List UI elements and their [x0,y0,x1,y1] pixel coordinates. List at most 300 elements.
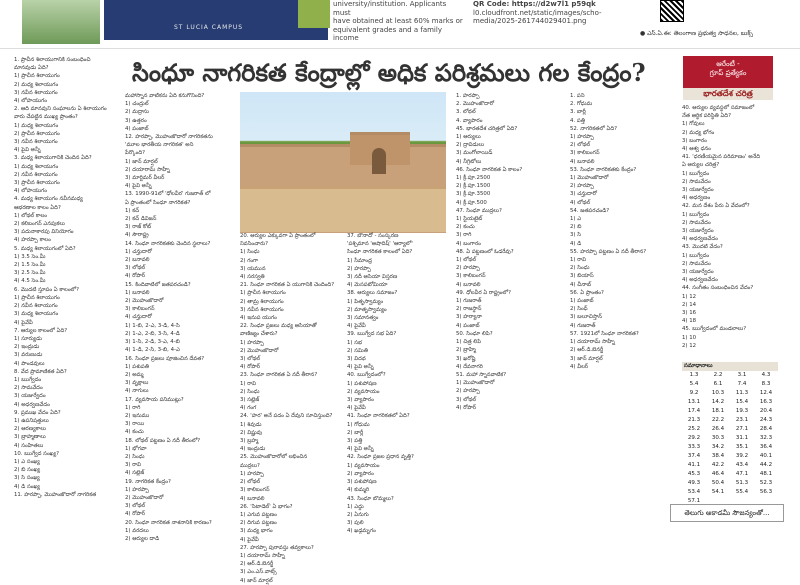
question-line: 2) అమ్మ [125,371,144,378]
question-line: 3) జాన్ మార్షల్ [570,355,603,362]
question-line: 51. మహా స్నానవాటిక? [456,371,507,378]
question-line: 2) దయారామ్ సాహ్నీ [125,166,170,173]
answer-cell: 18.1 [711,408,725,414]
question-line: 9. ప్రముఖ వేదం ఏది? [14,409,61,416]
question-line: 5. మధ్య శిలాయుగంలో ఏది? [14,245,76,252]
question-line: 2) బార్లీ [347,429,364,436]
answers-row [682,407,778,416]
question-line: 26. 'సిటాడెల్' ఏ భాగం? [240,503,293,510]
question-line: 2) నవీన శిలాయుగం [14,171,58,178]
question-line: 2) హరప్పా [570,183,594,190]
answer-cell: 25.2 [687,426,701,432]
question-line: 3) క్రీ.పూ.3500 [456,191,491,198]
question-line: మహాస్నాన వాటికను ఏది కనుగొనింది? [125,93,205,99]
question-line: 1) హరప్పా [240,470,264,477]
question-line: వాణిజ్యం చేశారు? [240,331,278,338]
question-line: 1) సభ [347,339,363,346]
answer-cell: 30.3 [711,435,725,441]
question-line: 4) ఖడ్గమృగం [347,528,376,535]
question-line: 4) లోహయుగం [14,98,48,105]
series-label-line: గ్రూప్ ప్రత్యేకం [709,69,747,77]
question-line: 4. పత్తి [570,117,585,124]
answer-cell: 6.1 [713,381,723,387]
question-line: 3) వ్యాపారం [347,397,374,404]
question-line: 54. జతపరచండి? [570,207,610,214]
question-line: 1) గుజరాత్ [456,298,482,305]
question-line: 2) మధ్య భోగం [682,129,715,136]
question-line: 1) 10 [682,334,697,341]
answer-cell: 40.1 [759,453,773,459]
question-line: 3) కాలిబంగన్ [240,487,270,494]
question-line: 22. సింధూ ప్రజలు మధ్య ఆసియాతో [240,323,317,330]
question-line: 3) యమున [240,265,266,272]
banner-photo [22,0,100,44]
answer-cell: 38.4 [711,453,725,459]
question-line: 1) పితృస్వామ్యం [347,298,384,305]
question-line: 4) పైవి అన్నీ [125,183,152,190]
question-line: 4) రోపార్ [125,511,146,518]
question-line: 40. ఋగ్వేదంలో? [347,372,386,379]
question-line: 2) రాజస్థాన్ [456,306,482,313]
question-line: 'మూల భారతీయ నాగరికత' అని [125,142,194,149]
question-line: 2) కలిబంగన్ ఎనపుకలు [14,221,65,228]
question-column-7 [682,104,782,360]
question-line: 2) ప్రాచీన శిలాయుగం [14,130,60,137]
question-line: 3) సట్లెజ్ [240,397,260,404]
question-line: 1) హరప్పా [125,486,149,493]
question-line: 1) ఎద్దు [347,503,364,510]
question-line: 2) గంగా [240,257,259,264]
answer-cell: 9.2 [689,390,699,396]
question-line: 1) క్రీ.పూ.2500 [456,175,491,182]
question-line: 4) సౌరాష్ట్ర [125,232,149,239]
question-line: 4) బనావలి [570,158,595,165]
answers-table [682,362,778,506]
question-line: 18. లోథల్ పట్టణం ఏ నదీ తీరంలో? [125,437,201,444]
question-line: 4) పైవి అన్నీ [347,364,374,371]
qr-code-url [473,0,653,26]
question-line: 3) రాగి [456,232,472,239]
question-line: 4) నాగులు [125,388,149,395]
question-line: 4) పైవేవీ [240,536,259,543]
question-line: 2) కంచు [456,224,475,231]
question-line: 48. ఏ పట్టణంలో ఓడరేవు? [456,248,514,255]
answer-cell: 10.3 [711,390,725,396]
answer-cell: 15.4 [735,399,749,405]
question-line: 4) మెసపటోమియా [347,282,388,289]
answer-cell: 46.4 [711,471,725,477]
question-line: 3. బార్లీ [570,109,586,116]
question-line: 1) స్టియటైట్ [456,216,483,223]
question-line: 2) 14 [682,301,697,308]
answer-cell: 4.3 [761,372,771,378]
answer-cell: 37.4 [687,453,701,459]
question-line: 2) వ్యాపారం [347,470,374,477]
question-line: 1) వరదలు [125,527,149,534]
question-line: 3) నదీ ఆసియా విస్తరణ [347,274,398,281]
question-line: 1) దయారామ్ సాహ్నీ [570,339,615,346]
top-banner [0,0,800,50]
answer-cell: 29.2 [687,435,701,441]
campus-banner [104,0,328,40]
question-line: 4) లోహయుగం [14,188,48,195]
question-line: 3) మధ్య భాగం [240,528,273,535]
ruins-ground [240,187,446,232]
question-line: 42. సింధూ ప్రజల ప్రధాన వృత్తి? [347,454,414,461]
question-line: 2) హరప్పా [456,388,480,395]
answer-cell: 14.2 [711,399,725,405]
question-line: 4) 1-డి, 2-సి, 3-బి, 4-ఎ [125,347,180,354]
question-line: సింధూ నాగరికత కాలంలో ఏది? [347,249,413,256]
question-line: 1) రాగి [125,404,141,411]
question-line: ముద్రలు? [240,462,260,469]
answer-cell: 56.3 [759,489,773,495]
question-line: 1) 3.5 సెం.మీ [14,253,46,260]
question-line: 17. వ్యవసాయ పనిముట్లు? [125,396,184,403]
question-line: 39. ఋగ్వేద సభ ఏది? [347,331,397,338]
question-line: 2) సింధు [125,453,145,460]
question-line: 4) సరస్వతి [240,274,265,281]
question-line: 1) ప్రాచీన శిలాయుగం [240,290,286,297]
question-line: 4) కంచు [125,429,144,436]
answer-cell: 17.4 [687,408,701,414]
answer-cell: 13.1 [687,399,701,405]
question-line: 2) తామ్ర శిలాయుగం [240,298,284,305]
question-line: 3) నవీన శిలాయుగం [14,89,58,96]
answer-cell: 11.3 [735,390,749,396]
question-line: 3) వరుణుడు [14,352,43,359]
question-line: 2) నవీన శిలాయుగం [14,303,58,310]
answer-cell: 54.1 [711,489,725,495]
question-line: 3) బంగారం [682,137,707,144]
question-line: 3) యజుర్వేదం [682,228,714,235]
answers-row [682,389,778,398]
answer-cell: 43.4 [735,462,749,468]
question-column-5 [456,92,566,546]
question-line: 1) చన్హుదారో [125,248,152,255]
question-line: 3) సి సంఖ్య [14,475,40,482]
question-line: 1) ఉపనిషత్తులు [14,417,49,424]
question-line: 2) వ్యవసాయం [347,388,380,395]
question-line: 4) ఇనుప యుగం [240,315,277,322]
question-line: 42. మన దేశం పేరు ఏ వేదంలో? [682,203,750,210]
question-column-3 [240,232,344,584]
question-line: 4) క్రీ.పూ.500 [456,199,487,206]
question-line: 2) సామవేదం [682,178,711,185]
answer-cell: 19.3 [735,408,749,414]
question-line: 2) బి సంఖ్య [14,467,41,474]
question-line: 3) లోథల్ [125,503,146,510]
question-line: 1) హరప్పా [570,134,594,141]
question-line: 3) వృక్షాలు [125,380,149,387]
answer-cell: 49.3 [687,480,701,486]
question-line: 4) పంజాబ్ [456,322,480,329]
question-line: 1) సూర్యుడు [14,335,42,342]
question-line: 4) కుమ్మరి [347,487,370,494]
question-line: 12. హరప్పా, మొహంజొదారో నాగరికతను [125,134,213,141]
answer-cell: 2.2 [713,372,723,378]
question-line: 3) లోథల్ [456,396,477,403]
question-line: 3) సి [570,232,582,239]
question-line: ఏ ప్రాంతంలో సింధూ నాగరికత? [125,199,191,206]
question-line: 4) పైవి అన్నీ [347,446,374,453]
question-line: 2) మొహంజొదారో [125,298,164,305]
question-line: 3) హర్యానా [456,314,482,321]
question-line: 2) సామవేదం [682,219,711,226]
answer-cell: 47.1 [735,471,749,477]
question-line: 4. మధ్య శిలాయుగం నవీనమధ్య [14,196,83,203]
question-line: 3) బలూచిస్తాన్ [570,314,602,321]
question-line: 4) బనావలి [456,281,481,288]
question-line: 1) చంద్రుల్ [125,101,149,108]
question-line: 3) పులి [347,520,364,527]
question-line: 3. లోథల్ [456,109,476,116]
question-line: 3) 1-సి, 2-డి, 3-ఎ, 4-బి [125,339,180,346]
question-line: 4) ఆశ్వ ధనం [682,146,711,153]
question-line: 2) లోథల్ [240,479,261,486]
answer-cell: 41.1 [687,462,701,468]
question-line: 4) డి [570,240,582,247]
qr-line: QR Code: https://d2w7l1 p59qk [473,0,596,8]
question-line: 1) రావి [240,380,256,387]
answer-cell: 26.4 [711,426,725,432]
page-title: సింధూ నాగరికత కేంద్రాల్లో అధిక పరిశ్రమలు గల కేంద్రం? [132,58,646,87]
answers-row [682,398,778,407]
question-line: 4) ఇంద్రుడు [240,446,266,453]
question-line: 3) లోథల్ [240,356,261,363]
answer-cell: 21.3 [687,417,701,423]
answer-cell: 44.2 [759,462,773,468]
question-line: 3) నవీన శిలాయుగం [14,139,58,146]
question-line: 3) యజుర్వేదం [682,269,714,276]
question-line: 6. మొదటి స్తూపం ఏ కాలంలో? [14,286,79,293]
question-line: 1) దయారామ్ సాహ్నీ [240,552,285,559]
answers-row [682,434,778,443]
question-line: 11. హరప్పా, మొహంజొదారో నాగరికత [14,491,97,498]
question-line: 1) 1-బి, 2-ఎ, 3-డి, 4-సి [125,322,180,329]
question-line: 4) పైవేవీ [14,319,33,326]
question-line: 4) పైవేవీ [347,405,366,412]
question-line: 2) 1.5 సెం.మీ [14,262,46,269]
answer-cell: 24.3 [759,417,773,423]
question-line: 8. వేద ప్రామాణికత ఏది? [14,368,67,375]
question-line: పేర్కొంది? [125,150,146,157]
question-line: 4) దేవనాగరి [456,363,483,370]
question-line: 3) సమానత్వం [347,315,379,322]
question-line: 3) కాలిబంగన్ [456,273,486,280]
question-line: 45. ఋగ్వేదంలో మండలాలు? [682,326,747,333]
question-line: 2) కచ్ డివిజన్ [125,216,157,223]
question-line: 3) ఎం.ఎస్.వాట్స్ [240,569,277,576]
answer-cell: 16.3 [759,399,773,405]
answers-row [682,461,778,470]
question-line: 2) ఆర్.డి.బెనర్జీ [570,347,604,354]
question-line: 40. ఆర్యుల వ్యవస్థలో సమాజంలో [682,105,755,111]
question-line: 1) చిత్ర లిపి [456,339,482,346]
question-line: 2) దిగువ పట్టణం [240,520,277,527]
question-line: 4) వీలర్ [570,363,589,370]
question-line: 20. సింధూ నాగరికత నాశనానికి కారణం? [125,519,212,526]
answer-cell: 34.2 [711,444,725,450]
question-line: 14. సింధూ నాగరికతకు చెందిన స్థలాలు? [125,240,211,247]
question-line: 52. నాగరికతలో ఏది? [570,125,617,132]
answer-cell: 23.1 [735,417,749,423]
question-line: 3) మధ్య శిలాయుగం [14,311,59,318]
question-line: 3) పత్తి [347,438,363,445]
question-line: 3) రావి [125,462,141,469]
ruins-photo [240,92,446,230]
answer-cell: 31.1 [735,435,749,441]
question-line: 3) పదునాకారపు వినియోగం [14,229,74,236]
question-line: నివసించారు? [240,241,269,248]
question-line: 21. సింధూ నాగరికత ఏ యుగానికి చెందింది? [240,282,335,289]
question-line: 2) మాతృస్వామ్యం [347,306,387,313]
question-line: 2) క్రీ.పూ.1500 [456,183,491,190]
question-line: 1) గోవులు [682,121,705,128]
ruins-arch [372,148,386,174]
question-line: 3. మధ్య శిలాయుగానికి చెందిన ఏది? [14,155,92,162]
banner-green-block [298,0,330,28]
question-line: 1) గోధుమ [347,421,370,428]
question-line: 1) బనావలి [125,289,150,296]
question-line: 1) మొహంజొదారో [570,175,609,182]
question-line: 3) చన్హుదారో [570,191,597,198]
question-line: 1) 12 [682,293,697,300]
question-line: 3) బ్రహ్మ [240,438,259,445]
question-line: 4) హరప్పా కాలం [14,237,51,244]
question-line: 1) వ్యవసాయం [347,462,380,469]
question-line: 3) ఖరోష్టి [456,355,476,362]
answer-cell: 36.4 [759,444,773,450]
question-column-2 [125,92,237,546]
question-line: 2. ఆది మానవుని సంఘాలను ఏ శిలాయుగం [14,106,107,113]
question-line: 1) లోథల్ కాలం [14,212,48,219]
question-line: 3) ఉత్తరం [125,117,147,124]
question-column-6 [570,92,676,546]
answers-row [682,470,778,479]
question-line: 4) డి సంఖ్య [14,483,40,490]
question-line: 2) లోథల్ [570,142,591,149]
question-line: 1) ప్రాచీన శిలాయుగం [14,294,60,301]
question-line: 4) అధర్వణవేదం [682,277,718,284]
question-line: 4) అధర్వణం [682,195,711,202]
question-line: 1. పని [570,93,585,99]
question-line: 3) కాలిబంగన్ [570,150,600,157]
note-line: have obtained at least 60% marks or [333,17,463,25]
question-line: 2) సింధు [240,388,260,395]
question-line: 2) ఆర్యుల దాడి [125,535,160,542]
question-line: 49. ధోలవీర ఏ రాష్ట్రంలో? [456,289,511,296]
qr-line: media/2025-261744029401.png [473,17,587,25]
question-line: 43. సింధూ బొమ్మలు? [347,495,394,502]
question-line: 4) నీగ్రిటోలు [456,158,482,165]
question-line: 4) గంగ [240,405,257,412]
question-line: 10. ఋగ్వేద సంఖ్య? [14,450,60,457]
campus-label: ST LUCIA CAMPUS [174,24,244,31]
question-line: ఆభరణాల కాలం ఏది? [14,204,61,211]
answer-cell: 5.4 [689,381,699,387]
question-line: 2) మద్రాసు [125,109,150,116]
question-line: 1) మధ్య శిలాయుగం [14,122,59,129]
answer-cell: 50.4 [711,480,725,486]
question-line: 20. ఆర్యుల ఎక్కువగా ఏ ప్రాంతంలో [240,233,316,239]
question-line: 2) సామవేదం [682,260,711,267]
question-line: 2) 1-ఎ, 2-బి, 3-సి, 4-డి [125,330,180,337]
question-line: 'పశ్చిమాన 'ఆషాదిష్' 'ఆర్యాలో' [347,241,413,248]
question-line: 2) ద్రావిడులు [456,142,485,149]
question-line: 46. సింధూ నాగరికత ఏ కాలం? [456,166,523,173]
question-line: 50. సింధూ లిపి? [456,330,493,337]
qr-code-icon [660,0,684,22]
answer-cell: 28.4 [759,426,773,432]
answer-cell: 42.2 [711,462,725,468]
question-line: 1) ఎ [570,216,582,223]
question-line: 4) అధర్వణవేదం [682,236,718,243]
question-line: 37. బౌనాదో - సంస్కరణ [347,233,399,239]
question-line: 1) భోగవా [125,445,147,452]
answers-title: సమాధానాలు [682,362,778,371]
answer-cell: 3.1 [737,372,747,378]
question-line: 1) ఎగువ పట్టణం [240,511,277,518]
question-line: 4) లోథల్ [570,199,591,206]
series-label-line: ఆరేంటీ - [716,60,740,68]
question-line: ఏ ఆర్యుల చరిత్ర? [682,162,720,169]
answer-cell: 7.4 [737,381,747,387]
question-line: 1) పంజాబ్ [570,298,594,305]
question-line: 3) ప్రాచీన శిలాయుగం [14,180,60,187]
question-line: 4) 18 [682,318,697,325]
question-line: 2) బి [570,224,582,231]
question-line: 1. ప్రాచీన శిలాయుగానికి సంబంధించి [14,57,91,63]
question-line: 43. మొదటి వేదం? [682,244,723,251]
answer-cell: 22.2 [711,417,725,423]
question-line: 3) విదథ [347,356,366,363]
note-line: equivalent grades and a family income [333,25,442,42]
question-line: 1) జాన్ మార్షల్ [125,158,158,165]
answer-cell: 57.1 [687,498,701,504]
question-line: 4) పంజాబ్ [125,125,149,132]
question-line: 2) ఆర్.డి.బెనర్జీ [240,561,274,568]
question-line: 38. ఆర్యులు సమాజం? [347,290,398,297]
question-line: 3) లోథల్ [125,265,146,272]
question-line: 4) రోపార్ [240,364,261,371]
question-line: 24. 'హర' అనే పదం ఏ దేవుని సూచిస్తుంది? [240,413,333,420]
question-line: 3) మార్టిమర్ వీలర్ [125,175,165,182]
answer-cell: 55.4 [735,489,749,495]
question-line: 25. మొహంజొదారోలో లభించిన [240,454,308,461]
question-line: 2) బ్రాహ్మి [456,347,476,354]
question-line: 1) ప్రాచీన శిలాయుగం [14,73,60,80]
question-line: 3) కాలిబంగన్ [125,306,155,313]
question-line: 2) సింధ్ [570,306,588,313]
question-column-4 [347,232,455,546]
question-line: 1) ఎ సంఖ్య [14,458,40,465]
question-line: 2) మొహంజొదారో [240,347,279,354]
question-line: 4) 4.5 సెం.మీ [14,278,46,285]
question-line: 53. సింధూ నాగరికతకు కేంద్రం? [570,166,637,173]
answer-cell: 39.2 [735,453,749,459]
answer-cell: 35.1 [735,444,749,450]
question-line: 1) రావి [570,257,586,264]
question-line: 3) రాజ్ కోట్ [125,224,152,231]
question-line: 2) ఏనుగు [347,511,369,518]
answers-row [682,479,778,488]
footer-credit: తెలుగు అకాడమీ సౌజన్యంతో... [670,504,784,522]
question-line: 41. 'ధరణీయమైన పరిమాణం' అనేది [682,154,761,161]
question-line: 3) బ్రాహ్మణాలు [14,434,46,441]
question-line: 4) రోపార్ [125,273,146,280]
answer-cell: 12.4 [759,390,773,396]
